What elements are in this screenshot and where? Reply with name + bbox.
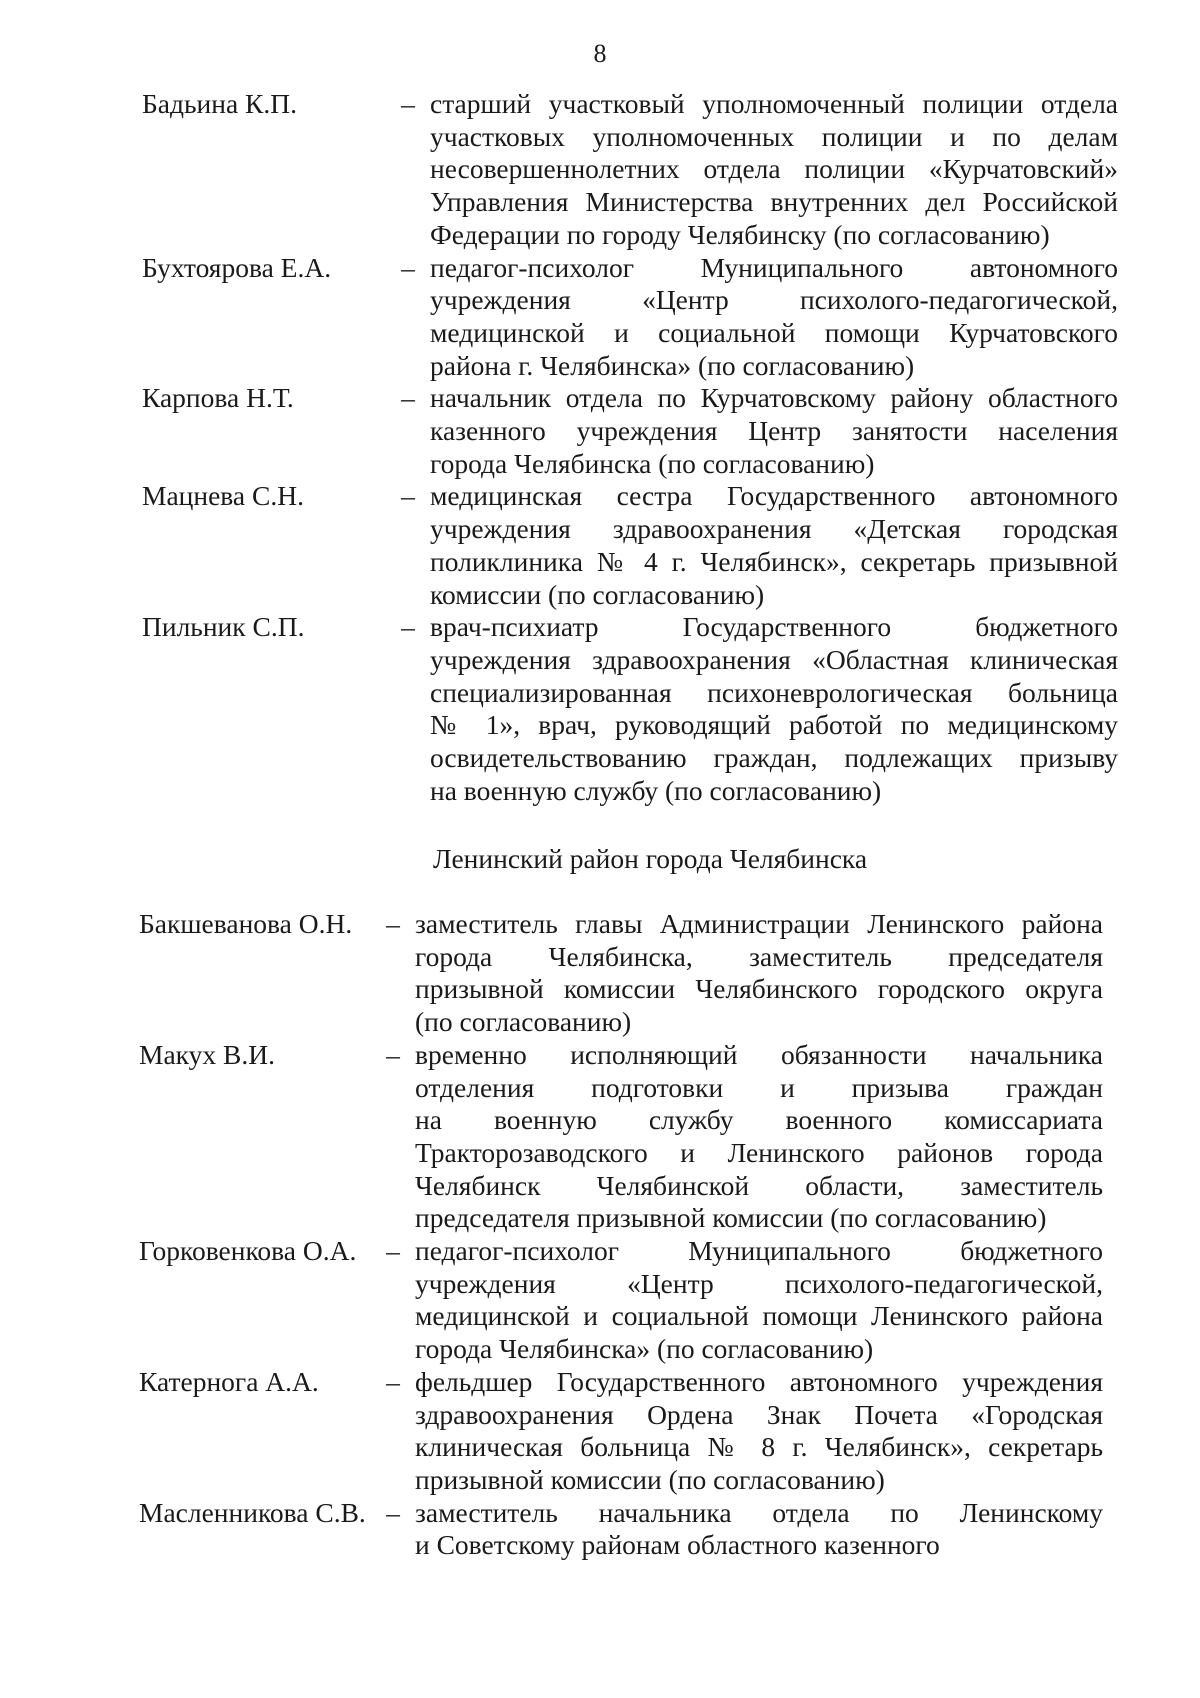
- position-line: Управления Министерства внутренних дел Российской: [430, 186, 1118, 218]
- member-name: Катернога А.А.: [139, 1365, 319, 1397]
- member-position: [430, 88, 1118, 252]
- member-position: [415, 908, 1103, 1039]
- member-entry: [0, 1039, 1200, 1235]
- position-line: заместитель главы Администрации Ленинского района: [415, 908, 1103, 939]
- position-line: № 1», врач, руководящий работой по медицинскому: [430, 709, 1118, 741]
- member-position: [415, 1366, 1103, 1497]
- member-name: Мацнева С.Н.: [142, 480, 304, 512]
- dash-separator: –: [401, 480, 415, 512]
- member-name: Горковенкова О.А.: [139, 1235, 357, 1267]
- position-line: заместитель начальника отдела по Ленинскому: [415, 1496, 1103, 1528]
- position-line: города Челябинска» (по согласованию): [415, 1333, 874, 1365]
- position-line: врач-психиатр Государственного бюджетного: [430, 611, 1118, 643]
- position-line: (по согласованию): [415, 1006, 632, 1038]
- member-entry: [0, 1497, 1200, 1562]
- position-line: района г. Челябинска» (по согласованию): [430, 349, 915, 381]
- dash-separator: –: [386, 1235, 400, 1267]
- member-name: Бакшеванова О.Н.: [139, 908, 353, 939]
- position-line: медицинской и социальной помощи Ленинского района: [415, 1300, 1103, 1332]
- member-entry: [0, 480, 1200, 611]
- member-name: Макух В.И.: [139, 1038, 275, 1070]
- position-line: педагог-психолог Муниципального автономного: [430, 251, 1118, 283]
- member-entry: [0, 382, 1200, 480]
- position-line: города Челябинска, заместитель председателя: [415, 940, 1103, 972]
- position-line: отделения подготовки и призыва граждан: [415, 1071, 1103, 1103]
- dash-separator: –: [401, 251, 415, 283]
- member-position: [430, 252, 1118, 383]
- position-line: города Челябинска (по согласованию): [430, 447, 875, 479]
- position-line: освидетельствованию граждан, подлежащих призыву: [430, 742, 1118, 774]
- dash-separator: –: [401, 382, 415, 414]
- position-line: специализированная психоневрологическая больница: [430, 676, 1118, 708]
- member-entry: [0, 908, 1200, 1039]
- member-position: [430, 611, 1118, 807]
- position-line: призывной комиссии (по согласованию): [415, 1463, 885, 1495]
- position-line: педагог-психолог Муниципального бюджетного: [415, 1235, 1103, 1267]
- position-line: участковых уполномоченных полиции и по делам: [430, 120, 1118, 152]
- position-line: здравоохранения Ордена Знак Почета «Городская: [415, 1398, 1103, 1430]
- member-entry: [0, 1235, 1200, 1366]
- position-line: учреждения здравоохранения «Областная клиническая: [430, 643, 1118, 675]
- dash-separator: –: [401, 611, 415, 643]
- member-position: [415, 1497, 1103, 1562]
- position-line: учреждения здравоохранения «Детская городская: [430, 513, 1118, 545]
- position-line: временно исполняющий обязанности начальника: [415, 1038, 1103, 1070]
- member-name: Бадьина К.П.: [142, 88, 297, 119]
- position-line: фельдшер Государственного автономного учреждения: [415, 1365, 1103, 1397]
- member-entry: [0, 611, 1200, 807]
- dash-separator: –: [386, 908, 400, 939]
- position-line: поликлиника № 4 г. Челябинск», секретарь призывной: [430, 545, 1118, 577]
- position-line: на военную службу (по согласованию): [430, 774, 882, 806]
- position-line: медицинская сестра Государственного автономного: [430, 480, 1118, 512]
- member-list-kurchatovsky: [0, 88, 1200, 807]
- position-line: несовершеннолетних отдела полиции «Курчатовский»: [430, 153, 1118, 185]
- member-name: Масленникова С.В.: [139, 1496, 366, 1528]
- dash-separator: –: [386, 1365, 400, 1397]
- dash-separator: –: [386, 1496, 400, 1528]
- position-line: комиссии (по согласованию): [430, 578, 765, 610]
- position-line: Тракторозаводского и Ленинского районов города: [415, 1136, 1103, 1168]
- position-line: и Советскому районам областного казенного: [415, 1529, 940, 1561]
- position-line: казенного учреждения Центр занятости населения: [430, 415, 1118, 447]
- position-line: старший участковый уполномоченный полиции отдела: [430, 88, 1118, 119]
- position-line: начальник отдела по Курчатовскому району областного: [430, 382, 1118, 414]
- position-line: медицинской и социальной помощи Курчатовского: [430, 316, 1118, 348]
- member-list-leninsky: [0, 908, 1200, 1562]
- member-name: Бухтоярова Е.А.: [142, 251, 332, 283]
- dash-separator: –: [401, 88, 415, 119]
- dash-separator: –: [386, 1038, 400, 1070]
- member-position: [430, 480, 1118, 611]
- position-line: клиническая больница № 8 г. Челябинск», секретарь: [415, 1431, 1103, 1463]
- member-entry: [0, 1366, 1200, 1497]
- member-name: Пильник С.П.: [142, 611, 305, 643]
- position-line: учреждения «Центр психолого-педагогической,: [415, 1267, 1103, 1299]
- member-entry: [0, 252, 1200, 383]
- position-line: председателя призывной комиссии (по согласованию): [415, 1202, 1047, 1234]
- section-heading-leninsky: Ленинский район города Челябинска: [433, 843, 868, 874]
- position-line: учреждения «Центр психолого-педагогической,: [430, 284, 1118, 316]
- position-line: на военную службу военного комиссариата: [415, 1104, 1103, 1136]
- position-line: призывной комиссии Челябинского городского округа: [415, 973, 1103, 1005]
- member-position: [430, 382, 1118, 480]
- member-name: Карпова Н.Т.: [142, 382, 294, 414]
- member-position: [415, 1039, 1103, 1235]
- position-line: Федерации по городу Челябинску (по согласованию): [430, 218, 1050, 250]
- member-position: [415, 1235, 1103, 1366]
- position-line: Челябинск Челябинской области, заместитель: [415, 1169, 1103, 1201]
- member-entry: [0, 88, 1200, 252]
- page-number: 8: [593, 39, 607, 68]
